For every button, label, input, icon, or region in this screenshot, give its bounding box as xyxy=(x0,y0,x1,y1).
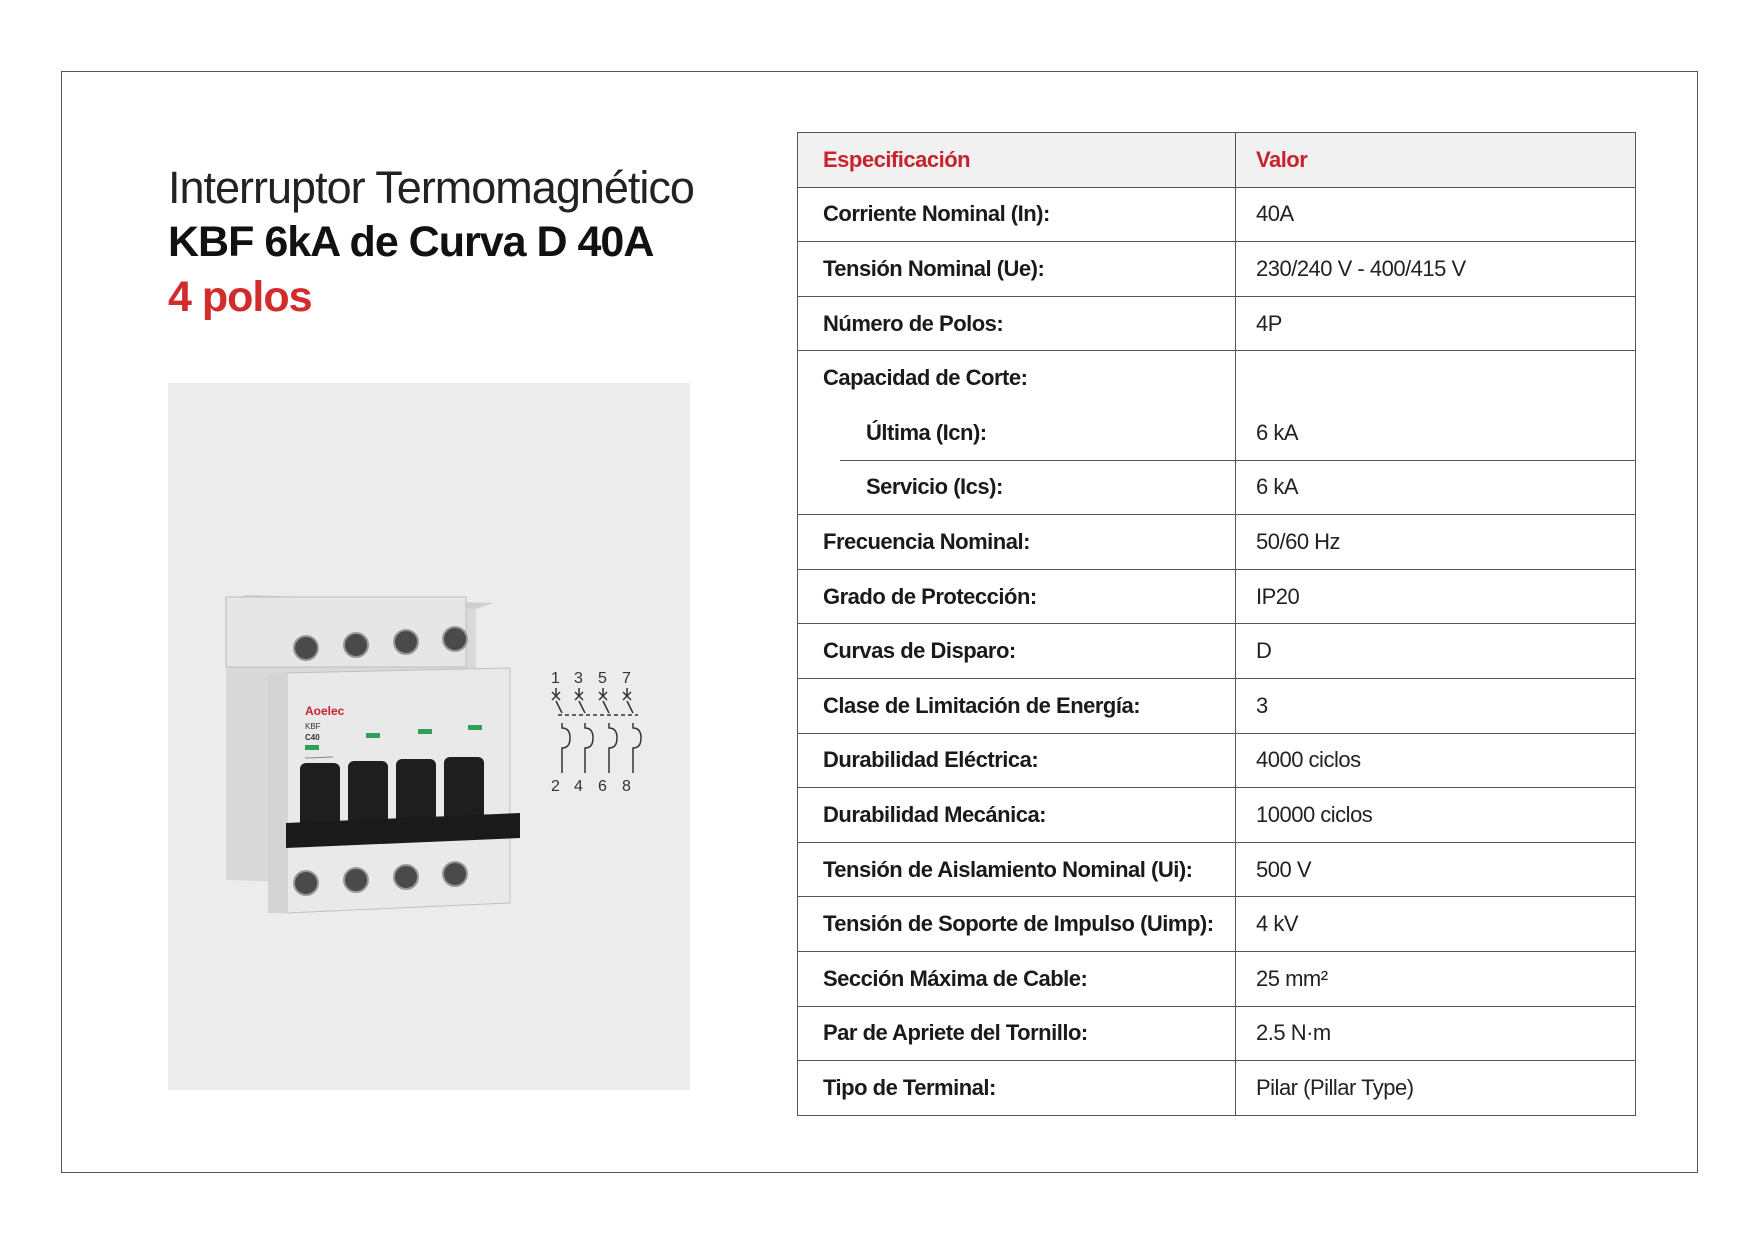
row-value: 500 V xyxy=(1236,842,1636,897)
table-header xyxy=(798,133,1636,188)
row-value: 25 mm² xyxy=(1236,951,1636,1006)
row-key: Clase de Limitación de Energía: xyxy=(798,678,1236,733)
table-row xyxy=(798,569,1636,624)
row-value: D xyxy=(1236,624,1636,679)
row-key: Tipo de Terminal: xyxy=(798,1061,1236,1116)
header-key: Especificación xyxy=(798,133,1236,188)
row-value xyxy=(1236,351,1636,406)
product-title xyxy=(168,160,694,325)
table-row xyxy=(798,405,1636,460)
row-value: 10000 ciclos xyxy=(1236,788,1636,843)
table-row xyxy=(798,242,1636,297)
row-key: Tensión Nominal (Ue): xyxy=(798,242,1236,297)
model-label: KBF xyxy=(305,722,321,731)
title-line-2: KBF 6kA de Curva D 40A xyxy=(168,218,654,266)
pole-top-7: 7 xyxy=(622,670,631,687)
row-value: 4 kV xyxy=(1236,897,1636,952)
row-value: 3 xyxy=(1236,678,1636,733)
row-key: Par de Apriete del Tornillo: xyxy=(798,1006,1236,1061)
row-value: 2.5 N·m xyxy=(1236,1006,1636,1061)
table-row xyxy=(798,788,1636,843)
brand-label: Aoelec xyxy=(305,704,345,718)
row-value: 40A xyxy=(1236,187,1636,242)
table-row xyxy=(798,951,1636,1006)
pole-bottom-4: 4 xyxy=(574,778,583,795)
row-value: 6 kA xyxy=(1236,405,1636,460)
rating-label: C40 xyxy=(305,733,320,742)
pole-bottom-2: 2 xyxy=(551,778,560,795)
table-row xyxy=(798,351,1636,406)
row-key: Servicio (Ics): xyxy=(866,474,1003,500)
specification-table xyxy=(797,132,1636,1116)
row-key: Tensión de Aislamiento Nominal (Ui): xyxy=(798,842,1236,897)
breaker-illustration xyxy=(168,383,690,1090)
product-photo xyxy=(168,383,690,1090)
row-value: 4000 ciclos xyxy=(1236,733,1636,788)
row-value: 6 kA xyxy=(1236,460,1636,515)
row-value: Pilar (Pillar Type) xyxy=(1236,1061,1636,1116)
row-key: Última (Icn): xyxy=(840,406,1235,461)
table-row xyxy=(798,1006,1636,1061)
table-row xyxy=(798,187,1636,242)
table-row xyxy=(798,733,1636,788)
title-line-3: 4 polos xyxy=(168,273,312,321)
row-key: Sección Máxima de Cable: xyxy=(798,951,1236,1006)
table-row xyxy=(798,678,1636,733)
row-value: IP20 xyxy=(1236,569,1636,624)
row-key: Corriente Nominal (In): xyxy=(798,187,1236,242)
table-row xyxy=(798,842,1636,897)
row-key: Frecuencia Nominal: xyxy=(798,515,1236,570)
row-key: Número de Polos: xyxy=(798,296,1236,351)
pole-bottom-8: 8 xyxy=(622,778,631,795)
pole-top-5: 5 xyxy=(598,670,607,687)
row-key: Capacidad de Corte: xyxy=(798,351,1236,406)
row-key: Tensión de Soporte de Impulso (Uimp): xyxy=(798,897,1236,952)
header-value: Valor xyxy=(1236,133,1636,188)
row-value: 50/60 Hz xyxy=(1236,515,1636,570)
pole-top-1: 1 xyxy=(551,670,560,687)
title-line-1: Interruptor Termomagnético xyxy=(168,162,694,213)
table-row xyxy=(798,897,1636,952)
table-row xyxy=(798,624,1636,679)
table-row xyxy=(798,296,1636,351)
table-row xyxy=(798,515,1636,570)
table-row xyxy=(798,460,1636,515)
table-row xyxy=(798,1061,1636,1116)
row-value: 4P xyxy=(1236,296,1636,351)
pole-bottom-6: 6 xyxy=(598,778,607,795)
row-key: Durabilidad Mecánica: xyxy=(798,788,1236,843)
row-key: Curvas de Disparo: xyxy=(798,624,1236,679)
row-key: Grado de Protección: xyxy=(798,569,1236,624)
row-value: 230/240 V - 400/415 V xyxy=(1236,242,1636,297)
row-key: Durabilidad Eléctrica: xyxy=(798,733,1236,788)
pole-top-3: 3 xyxy=(574,670,583,687)
